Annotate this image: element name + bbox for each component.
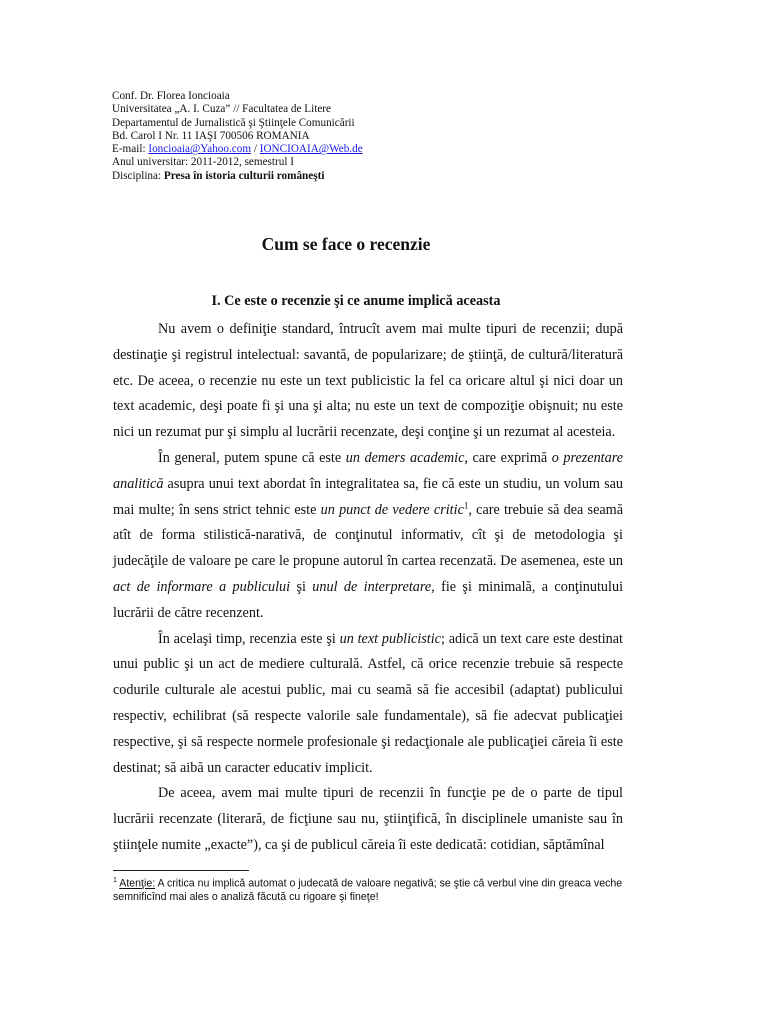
document-title: Cum se face o recenzie xyxy=(261,234,431,254)
department-line: Departamentul de Jurnalistică şi Ştiinţele Comunicării xyxy=(112,116,355,129)
paragraph-3: În acelaşi timp, recenzia este şi un text publicistic; adică un text care este destinat unui public şi un act de mediere culturală. Astfel, că orice recenzie trebuie să respecte codurile culturale ale acestui public, mai cu seamă să fie accesibil (adaptat) publicului respectiv, echilibrat (să respecte valorile sale fundamentale), să fie adecvat publicaţiei respective, şi să respecte normele profesionale şi redacţionale ale publicaţiei căreia îi este destinat; să aibă un caracter educativ implicit. xyxy=(113,630,623,776)
discipline-name: Presa în istoria culturii româneşti xyxy=(163,169,325,182)
footnote xyxy=(113,874,625,905)
footnote-reference[interactable]: 1 xyxy=(463,499,469,510)
address-line: Bd. Carol I Nr. 11 IAŞI 700506 ROMANIA xyxy=(112,129,310,142)
paragraph-4: De aceea, avem mai multe tipuri de recenzii în funcţie pe de o parte de tipul lucrării recenzate (literară, de ficţiune sau nu, ştiinţifică, în disciplinele umaniste sau în ştiinţele numite „exacte”), ca şi de publicul căreia îi este dedicată: cotidian, săptămînal xyxy=(113,785,623,853)
footnote-number: 1 xyxy=(113,877,117,884)
footnote-label: Atenţie: xyxy=(119,877,156,890)
paragraph-1: Nu avem o definiţie standard, întrucît avem mai multe tipuri de recenzii; după destinaţie şi registrul intelectual: savantă, de popularizare; de ştiinţă, de cultură/literatură etc. De aceea, o recenzie nu este un text publicistic la fel ca oricare altul şi nici doar un text academic, deşi poate fi şi una şi alta; nu este un text de compoziţie obişnuit; nu este nici un rezumat pur şi simplu al lucrării recenzate, deşi conţine şi un rezumat al acesteia. xyxy=(113,321,623,441)
email-link-web[interactable]: IONCIOAIA@Web.de xyxy=(259,143,363,156)
author-name: Conf. Dr. Florea Ioncioaia xyxy=(112,90,230,102)
email-separator: / xyxy=(251,143,260,156)
paragraph-2: În general, putem spune că este un demers academic, care exprimă o prezentare analitică asupra unui text abordat în integralitatea sa, fie că este un studiu, un volum sau mai multe; în sens strict tehnic este un punct de vedere critic$^1$, care trebuie să dea seamă atît de forma stilistică-narativă, de conţinutul informativ, cît şi de metodologia şi judecăţile de valoare pe care le propune autorul în cartea recenzată. De asemenea, este un act de informare a publicului şi unul de interpretare, fie şi minimală, a conţinutului lucrării de către recenzent. xyxy=(113,449,624,621)
discipline-line xyxy=(112,170,363,183)
email-line xyxy=(112,143,363,156)
section-heading: I. Ce este o recenzie şi ce anume implică aceasta xyxy=(211,293,501,309)
author-header xyxy=(112,90,363,183)
footnote-separator xyxy=(113,870,249,871)
footnote-text: A critica nu implică automat o judecată de valoare negativă; se ştie că verbul vine din greaca veche semnificînd mai ales o analiză făcută cu rigoare şi fineţe! xyxy=(113,877,623,904)
document-body xyxy=(113,317,623,859)
email-link-yahoo[interactable]: Ioncioaia@Yahoo.com xyxy=(148,143,252,156)
discipline-label: Disciplina: xyxy=(112,169,164,182)
email-label: E-mail: xyxy=(112,143,149,156)
university-line: Universitatea „A. I. Cuza” // Facultatea de Litere xyxy=(112,103,331,116)
academic-year-line: Anul universitar: 2011-2012, semestrul I xyxy=(112,156,294,169)
